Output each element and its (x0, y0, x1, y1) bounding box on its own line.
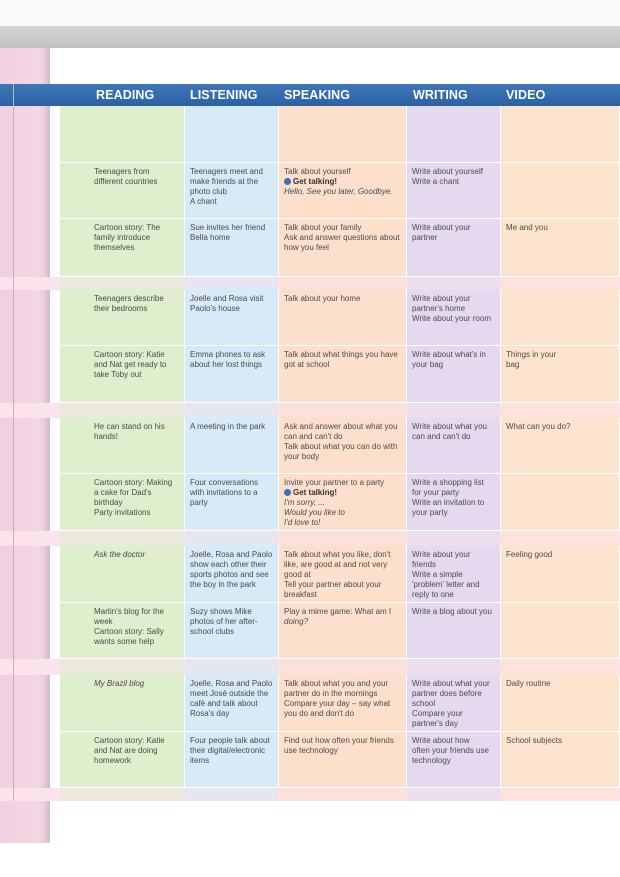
unit-divider-band (0, 788, 620, 801)
cell-speaking (279, 418, 406, 473)
cell-text-line: Write about what your (412, 679, 490, 688)
cell-video (501, 418, 619, 473)
cell-text-line: Four conversations (190, 478, 259, 487)
cell-listening (185, 474, 278, 530)
cell-text-line: What can you do? (506, 422, 571, 431)
divider-cell (279, 788, 406, 801)
divider-cell (185, 277, 278, 290)
cell-video (501, 732, 619, 787)
speech-bubble-icon (284, 489, 291, 496)
cell-text-line: about her lost things (190, 360, 263, 369)
header-speaking: SPEAKING (284, 88, 351, 102)
scan-top-margin (0, 0, 620, 26)
cell-reading (60, 106, 184, 162)
get-talking-label: Get talking! (293, 177, 338, 186)
unit-divider-band (0, 277, 620, 290)
cell-text-line: Joelle, Rosa and Paolo (190, 679, 273, 688)
cell-text-line: partner (412, 233, 438, 242)
cell-text-line: Talk about your home (284, 294, 361, 303)
cell-text-line: family introduce (94, 233, 151, 242)
cell-speaking (279, 474, 406, 530)
cell-text-line: Tell your partner about your (284, 580, 382, 589)
cell-text-line: Play a mime game: What am I (284, 607, 392, 616)
cell-speaking (279, 603, 406, 658)
cell-text-line: Suzy shows Mike (190, 607, 252, 616)
cell-writing (407, 106, 500, 162)
cell-text-line: and Nat get ready to (94, 360, 167, 369)
cell-text-line: Compare your day – say what (284, 699, 391, 708)
speech-bubble-icon (284, 178, 291, 185)
cell-writing (407, 474, 500, 530)
cell-text-line: Teenagers from (94, 167, 150, 176)
cell-text-line: Invite your partner to a party (284, 478, 385, 487)
cell-text-line: Martin's blog for the (94, 607, 165, 616)
cell-writing (407, 219, 500, 276)
cell-text-line: reply to one (412, 590, 454, 599)
cell-text-line: A chant (190, 197, 217, 206)
cell-text-line: with invitations to a (190, 488, 258, 497)
cell-reading (60, 219, 184, 276)
cell-text-line: Feeling good (506, 550, 553, 559)
cell-text-line: hands! (94, 432, 119, 441)
cell-text-line: a cake for Dad's (94, 488, 152, 497)
cell-text-line: technology (412, 756, 451, 765)
divider-cell (501, 531, 619, 546)
divider-cell (501, 403, 619, 418)
cell-text-line: Joelle, Rosa and Paolo (190, 550, 273, 559)
cell-text-line: Cartoon story: Sally (94, 627, 164, 636)
cell-text-line: Write a simple (412, 570, 463, 579)
cell-text-line: I'd love to! (284, 518, 321, 527)
get-talking-line (284, 177, 402, 187)
cell-speaking (279, 346, 406, 402)
cell-text-line: friends (412, 560, 437, 569)
cell-listening (185, 346, 278, 402)
divider-cell (60, 531, 184, 546)
divider-cell (60, 403, 184, 418)
cell-text-line: He can stand on his (94, 422, 165, 431)
cell-text-line: I'm sorry, ... (284, 498, 325, 507)
divider-cell (60, 659, 184, 675)
cell-text-line: got at school (284, 360, 330, 369)
cell-text-line: make friends at the (190, 177, 259, 186)
cell-text-line: Talk about your family (284, 223, 362, 232)
divider-cell (501, 788, 619, 801)
cell-reading (60, 163, 184, 218)
cell-speaking (279, 675, 406, 731)
cell-text-line: Talk about what you and your (284, 679, 389, 688)
cell-text-line: like, are good at and not very (284, 560, 388, 569)
cell-listening (185, 163, 278, 218)
cell-video (501, 346, 619, 402)
cell-text-line: Emma phones to ask (190, 350, 266, 359)
cell-writing (407, 546, 500, 602)
cell-text-line: School subjects (506, 736, 563, 745)
divider-cell (501, 277, 619, 290)
cell-text-line: you do and don't do (284, 709, 355, 718)
cell-video (501, 290, 619, 345)
cell-speaking (279, 106, 406, 162)
cell-listening (185, 732, 278, 787)
cell-text-line: doing? (284, 617, 309, 626)
cell-text-line: Write about your room (412, 314, 491, 323)
cell-speaking (279, 219, 406, 276)
cell-reading (60, 346, 184, 402)
page-edge-line (13, 84, 14, 801)
divider-cell (185, 531, 278, 546)
cell-text-line: items (190, 756, 210, 765)
cell-text-line: Cartoon story: The (94, 223, 161, 232)
cell-speaking (279, 546, 406, 602)
cell-speaking (279, 732, 406, 787)
divider-cell (185, 788, 278, 801)
cell-text-line: Write about what you (412, 422, 488, 431)
cell-text-line: Write about your (412, 294, 471, 303)
cell-text-line: can and can't do (412, 432, 471, 441)
cell-text-line: sports photos and see (190, 570, 269, 579)
cell-writing (407, 163, 500, 218)
cell-text-line: Ask and answer questions about (284, 233, 400, 242)
divider-cell (407, 788, 500, 801)
cell-reading (60, 418, 184, 473)
cell-text-line: and Nat are doing (94, 746, 158, 755)
scan-top-shadow (0, 26, 620, 48)
cell-text-line: partner does before (412, 689, 482, 698)
cell-reading (60, 675, 184, 731)
cell-text-line: school clubs (190, 627, 235, 636)
cell-writing (407, 603, 500, 658)
cell-video (501, 603, 619, 658)
cell-listening (185, 106, 278, 162)
cell-text-line: 'problem' letter and (412, 580, 480, 589)
cell-text-line: Write about yourself (412, 167, 483, 176)
get-talking-label: Get talking! (293, 488, 338, 497)
cell-speaking (279, 290, 406, 345)
cell-text-line: Hello, See you later, Goodbye. (284, 187, 393, 196)
cell-text-line: Joelle and Rosa visit (190, 294, 264, 303)
cell-text-line: party (190, 498, 208, 507)
cell-text-line: bag (506, 360, 520, 369)
cell-text-line: your party (412, 508, 448, 517)
cell-text-line: A meeting in the park (190, 422, 266, 431)
cell-listening (185, 418, 278, 473)
cell-video (501, 163, 619, 218)
cell-text-line: different countries (94, 177, 158, 186)
header-listening: LISTENING (190, 88, 258, 102)
cell-text-line: Write about how (412, 736, 470, 745)
divider-cell (407, 531, 500, 546)
cell-text-line: themselves (94, 243, 135, 252)
cell-writing (407, 290, 500, 345)
book-spine (0, 48, 50, 843)
divider-cell (185, 403, 278, 418)
cell-writing (407, 675, 500, 731)
cell-listening (185, 219, 278, 276)
divider-cell (407, 403, 500, 418)
cell-text-line: your body (284, 452, 320, 461)
cell-text-line: partner do in the mornings (284, 689, 378, 698)
cell-text-line: Cartoon story: Making (94, 478, 173, 487)
cell-text-line: homework (94, 756, 131, 765)
cell-text-line: café and talk about (190, 699, 258, 708)
cell-writing (407, 732, 500, 787)
divider-cell (279, 531, 406, 546)
cell-text-line: week (94, 617, 113, 626)
cell-text-line: school (412, 699, 436, 708)
cell-text-line: Find out how often your friends (284, 736, 394, 745)
cell-text-line: partner's day (412, 719, 458, 728)
cell-writing (407, 418, 500, 473)
cell-text-line: Talk about what you like, don't (284, 550, 391, 559)
divider-cell (60, 277, 184, 290)
cell-text-line: Talk about what things you have (284, 350, 398, 359)
cell-text-line: Things in your (506, 350, 557, 359)
cell-text-line: good at (284, 570, 311, 579)
cell-reading (60, 474, 184, 530)
unit-divider-band (0, 531, 620, 546)
header-reading: READING (96, 88, 155, 102)
cell-reading (60, 603, 184, 658)
cell-text-line: photos of her after- (190, 617, 258, 626)
cell-text-line: take Toby out (94, 370, 142, 379)
cell-text-line: Paolo's house (190, 304, 241, 313)
cell-video (501, 675, 619, 731)
cell-text-line: Write about your (412, 550, 471, 559)
cell-text-line: Four people talk about (190, 736, 270, 745)
unit-divider-band (0, 659, 620, 675)
get-talking-line (284, 488, 402, 498)
cell-text-line: photo club (190, 187, 227, 196)
cell-text-line: the boy in the park (190, 580, 256, 589)
cell-text-line: Rosa's day (190, 709, 230, 718)
cell-reading (60, 732, 184, 787)
cell-text-line: My Brazil blog (94, 679, 145, 688)
cell-text-line: Write about what's in (412, 350, 486, 359)
cell-reading (60, 290, 184, 345)
cell-text-line: Write a chant (412, 177, 459, 186)
cell-text-line: Cartoon story: Katie (94, 350, 165, 359)
cell-text-line: show each other their (190, 560, 267, 569)
divider-cell (185, 659, 278, 675)
divider-cell (501, 659, 619, 675)
cell-text-line: often your friends use (412, 746, 489, 755)
cell-text-line: Ask the doctor (94, 550, 146, 559)
cell-listening (185, 546, 278, 602)
divider-cell (407, 277, 500, 290)
cell-text-line: their bedrooms (94, 304, 148, 313)
cell-text-line: partner's home (412, 304, 466, 313)
cell-video (501, 219, 619, 276)
divider-cell (279, 403, 406, 418)
cell-text-line: Daily routine (506, 679, 551, 688)
cell-text-line: how you feel (284, 243, 329, 252)
table-header (0, 84, 620, 106)
cell-text-line: Compare your (412, 709, 463, 718)
cell-text-line: Me and you (506, 223, 548, 232)
cell-text-line: Write a shopping list (412, 478, 484, 487)
cell-text-line: can and can't do (284, 432, 343, 441)
cell-text-line: Bella home (190, 233, 231, 242)
cell-text-line: wants some help (94, 637, 155, 646)
cell-video (501, 474, 619, 530)
cell-text-line: Sue invites her friend (190, 223, 266, 232)
cell-listening (185, 675, 278, 731)
cell-text-line: your bag (412, 360, 444, 369)
divider-cell (279, 659, 406, 675)
cell-text-line: Talk about what you can do with (284, 442, 398, 451)
cell-reading (60, 546, 184, 602)
cell-text-line: Cartoon story: Katie (94, 736, 165, 745)
cell-text-line: meet José outside the (190, 689, 269, 698)
header-writing: WRITING (413, 88, 468, 102)
cell-text-line: breakfast (284, 590, 317, 599)
header-video: VIDEO (506, 88, 546, 102)
cell-writing (407, 346, 500, 402)
cell-text-line: their digital/electronic (190, 746, 266, 755)
divider-cell (279, 277, 406, 290)
cell-text-line: for your party (412, 488, 460, 497)
cell-video (501, 546, 619, 602)
cell-text-line: Write a blog about you (412, 607, 492, 616)
cell-video (501, 106, 619, 162)
cell-text-line: Write an invitation to (412, 498, 485, 507)
cell-text-line: use technology (284, 746, 338, 755)
cell-text-line: Ask and answer about what you (284, 422, 398, 431)
divider-cell (407, 659, 500, 675)
divider-cell (60, 788, 184, 801)
cell-listening (185, 603, 278, 658)
cell-listening (185, 290, 278, 345)
scan-bottom-margin (0, 843, 620, 877)
cell-text-line: Teenagers describe (94, 294, 164, 303)
unit-divider-band (0, 403, 620, 418)
cell-text-line: Teenagers meet and (190, 167, 263, 176)
cell-text-line: Write about your (412, 223, 471, 232)
cell-text-line: Talk about yourself (284, 167, 351, 176)
cell-text-line: Party invitations (94, 508, 151, 517)
cell-speaking (279, 163, 406, 218)
cell-text-line: birthday (94, 498, 123, 507)
cell-text-line: Would you like to (284, 508, 345, 517)
